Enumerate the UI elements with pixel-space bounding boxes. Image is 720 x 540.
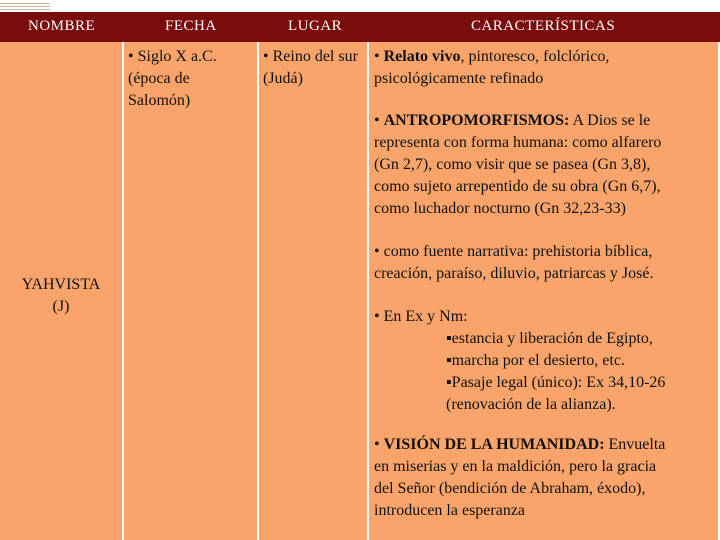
fecha-line: • Siglo X a.C. (128, 48, 217, 65)
caracteristica-antropomorfismos: • ANTROPOMORFISMOS: A Dios se le representa con forma humana: como alfarero (Gn 2,7), como visir que se pasea (Gn 3,8), como sujeto arrepentido de su obra (Gn 6,7), como luchador nocturno (Gn 32,23-33) (374, 112, 662, 217)
column-divider (367, 42, 369, 540)
header-fecha: FECHA (165, 18, 217, 34)
sub-item: ▪estancia y liberación de Egipto, (446, 330, 653, 347)
relato-vivo-term: Relato vivo (383, 48, 461, 65)
column-divider (122, 42, 124, 540)
column-divider (257, 42, 259, 540)
antropomorfismos-term: ANTROPOMORFISMOS: (383, 112, 570, 129)
header-nombre: NOMBRE (28, 18, 96, 34)
caracteristica-relato: • Relato vivo, pintoresco, folclórico, psicológicamente refinado (374, 48, 610, 87)
sub-item: ▪marcha por el desierto, etc. (446, 352, 625, 369)
fecha-line: Salomón) (128, 92, 191, 109)
table-header (0, 12, 720, 42)
lugar-line: (Judá) (263, 70, 303, 87)
sub-item: (renovación de la alianza). (446, 396, 616, 413)
lugar-cell (263, 46, 358, 90)
sub-item: ▪Pasaje legal (único): Ex 34,10-26 (446, 374, 666, 391)
header-caracteristicas: CARACTERÍSTICAS (471, 18, 616, 34)
header-lugar: LUGAR (288, 18, 343, 34)
vision-humanidad-term: VISIÓN DE LA HUMANIDAD: (383, 436, 605, 453)
nombre-name: YAHVISTA (21, 276, 101, 293)
caracteristica-vision-humanidad: • VISIÓN DE LA HUMANIDAD: Envuelta en miserias y en la maldición, pero la gracia del Señor (bendición de Abraham, éxodo), introducen la esperanza (374, 436, 666, 519)
caracteristica-fuente-narrativa: • como fuente narrativa: prehistoria bíblica, creación, paraíso, diluvio, patriarcas y José. (374, 243, 654, 282)
fecha-line: (época de (128, 70, 190, 87)
lugar-line: • Reino del sur (263, 48, 358, 65)
nombre-abbrev: (J) (52, 298, 70, 315)
corner-decoration (0, 0, 60, 12)
nombre-cell (0, 274, 122, 318)
fecha-cell (128, 46, 217, 112)
caracteristica-ex-nm: • En Ex y Nm: ▪estancia y liberación de Egipto, ▪marcha por el desierto, etc. ▪Pasaje legal (único): Ex 34,10-26 (renovación de la alianza). (374, 306, 665, 416)
